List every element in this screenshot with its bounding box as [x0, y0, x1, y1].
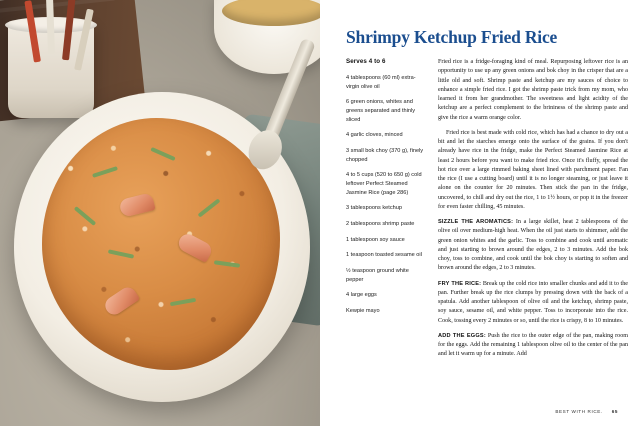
ingredient-item: 6 green onions, whites and greens separated and thinly sliced: [346, 99, 416, 123]
headnote-paragraph: Fried rice is best made with cold rice, which has had a chance to dry out a bit and let the starches emerge onto the surface of the grains. If you don't already have rice in the fridge, make the Perfect Steamed Jasmine Rice at least 2 hours before you want to make fried rice. Once it's fluffy, spread the hot rice over a large rimmed baking sheet lined with parchment paper. Fan the rice (I use a cutting board) until it is no longer steaming, or just leave it alone on the counter for 20 minutes. Then stick the pan in the fridge, uncovered, to chill and dry out the rice, 1 to 1½ hours, or pop it in the freezer for even faster chilling, 45 minutes.: [438, 129, 628, 210]
headnote-paragraph: Fried rice is a fridge-foraging kind of meal. Repurposing leftover rice is an opportunity to use up any green onions and bok choy in the crisper that are a little old and soft. Shrimp paste and ketchup are my sauces of choice to enhance a simple fried rice. I got the shrimp paste trick from my mom, who learned it from her grandmother. The sweetness and light acidity of the ketchup are a perfect complement to the brininess of the shrimp paste and give the rice a warm orange color.: [438, 59, 628, 121]
chopstick-cup: [8, 22, 94, 118]
instruction-step: [438, 218, 628, 274]
instructions-column: [438, 58, 628, 366]
recipe-title: Shrimpy Ketchup Fried Rice: [346, 27, 558, 47]
instruction-step: [438, 332, 628, 360]
ingredient-item: 4 large eggs: [346, 292, 377, 299]
serves-label: Serves 4 to 6: [346, 58, 386, 65]
ingredient-item: ½ teaspoon ground white pepper: [346, 267, 409, 283]
ingredient-item: 4 to 5 cups (520 to 650 g) cold leftover Perfect Steamed Jasmine Rice (page 286): [346, 172, 422, 196]
step-lead-in: ADD THE EGGS:: [438, 332, 486, 339]
ingredients-column: [346, 58, 424, 366]
step-text: Push the rice to the outer edge of the pan, making room for the eggs. Add the remaining 1 tablespoon olive oil to the center of the pan and let it warm up for a minute. Add: [438, 332, 628, 358]
ingredient-item: 1 tablespoon soy sauce: [346, 236, 405, 243]
recipe-text-page: [320, 0, 640, 426]
ingredient-item: Kewpie mayo: [346, 307, 380, 314]
step-text: In a large skillet, heat 2 tablespoons of the olive oil over medium-high heat. When the oil just starts to shimmer, add the green onion whites and the garlic. Toss to combine and cook until aromatic and just starting to brown around the edges, 2 to 3 minutes. Add the bok choy, toss to combine, and cook until the bok choy is starting to soften and brown around the edges, 2 to 3 minutes.: [438, 219, 629, 272]
footer-section-label: BEST WITH RICE.: [555, 409, 603, 414]
ingredient-item: 4 tablespoons (60 ml) extra-virgin olive oil: [346, 75, 416, 90]
step-text: Break up the cold rice into smaller chunks and add it to the pan. Further break up the rice clumps by pressing down with the back of a spatula. Add another tablespoon of olive oil and the ketchup, shrimp paste, soy sauce, sesame oil, and white pepper. Toss to incorporate into the rice. Cook, tossing every 2 minutes or so, until the rice is crispy, 8 to 10 minutes.: [438, 280, 628, 324]
ingredient-item: 3 small bok choy (370 g), finely chopped: [346, 147, 424, 163]
step-lead-in: SIZZLE THE AROMATICS:: [438, 219, 514, 225]
page-number: 65: [611, 409, 618, 414]
step-lead-in: FRY THE RICE:: [438, 280, 482, 287]
ingredient-item: 1 teaspoon toasted sesame oil: [346, 252, 422, 259]
ingredient-item: 2 tablespoons shrimp paste: [346, 220, 415, 227]
ingredient-item: 3 tablespoons ketchup: [346, 205, 402, 212]
instruction-step: [438, 280, 628, 326]
ingredient-item: 4 garlic cloves, minced: [346, 132, 403, 139]
page-footer: [555, 409, 618, 414]
recipe-columns: [346, 58, 628, 366]
